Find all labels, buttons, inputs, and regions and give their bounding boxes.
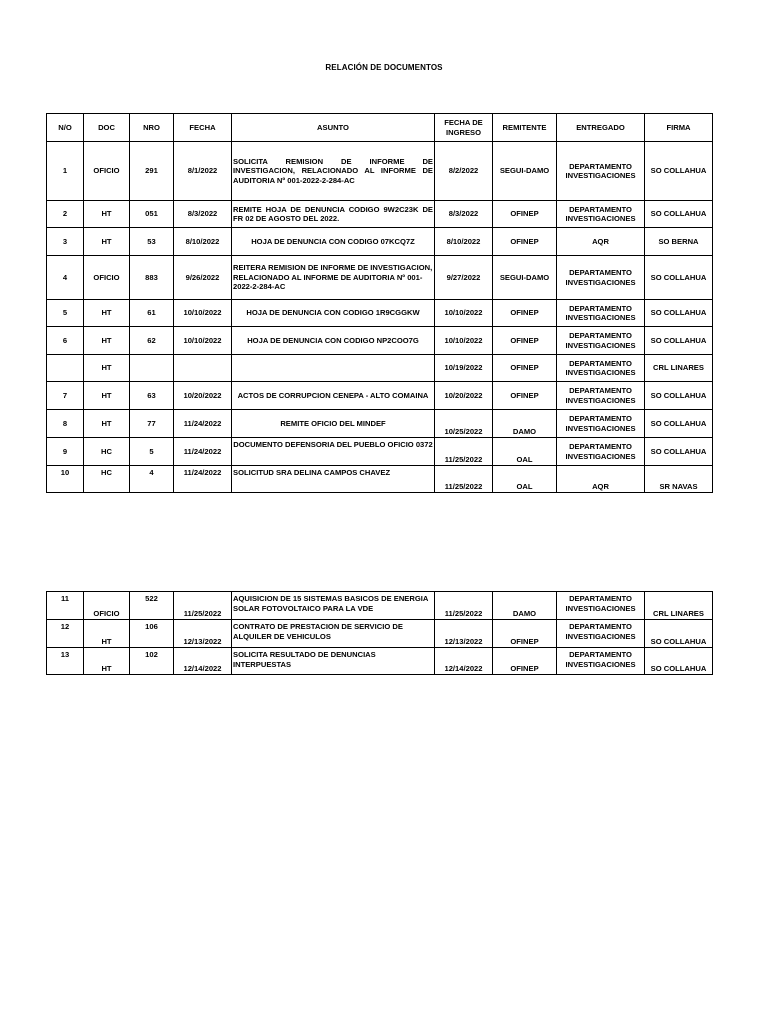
cell-fecha: 12/14/2022 — [174, 648, 232, 675]
cell-no: 5 — [47, 300, 84, 327]
table-row — [47, 410, 713, 438]
cell-asunto: HOJA DE DENUNCIA CON CODIGO 07KCQ7Z — [232, 228, 435, 256]
cell-doc: HC — [84, 466, 130, 493]
cell-nro: 61 — [130, 300, 174, 327]
cell-remitente: OFINEP — [493, 201, 557, 228]
cell-firma: SO COLLAHUA — [645, 382, 713, 410]
header-remitente: REMITENTE — [493, 114, 557, 142]
cell-firma: CRL LINARES — [645, 592, 713, 620]
cell-entregado: DEPARTAMENTO INVESTIGACIONES — [557, 355, 645, 382]
cell-fecha-ingreso: 11/25/2022 — [435, 438, 493, 466]
cell-fecha — [174, 355, 232, 382]
cell-no: 13 — [47, 648, 84, 675]
cell-fecha-ingreso: 8/10/2022 — [435, 228, 493, 256]
header-fecha-ingreso: FECHA DE INGRESO — [435, 114, 493, 142]
cell-fecha: 11/25/2022 — [174, 592, 232, 620]
cell-remitente: OAL — [493, 466, 557, 493]
cell-no: 6 — [47, 327, 84, 355]
cell-remitente: DAMO — [493, 410, 557, 438]
cell-asunto — [232, 355, 435, 382]
cell-firma: SO COLLAHUA — [645, 438, 713, 466]
cell-fecha: 8/10/2022 — [174, 228, 232, 256]
cell-remitente: OFINEP — [493, 228, 557, 256]
cell-entregado: DEPARTAMENTO INVESTIGACIONES — [557, 410, 645, 438]
cell-asunto: ACTOS DE CORRUPCION CENEPA - ALTO COMAINA — [232, 382, 435, 410]
table-row — [47, 466, 713, 493]
cell-firma: SO COLLAHUA — [645, 410, 713, 438]
cell-nro: 883 — [130, 256, 174, 300]
cell-no: 3 — [47, 228, 84, 256]
cell-fecha: 10/20/2022 — [174, 382, 232, 410]
cell-fecha-ingreso: 10/20/2022 — [435, 382, 493, 410]
table-row — [47, 201, 713, 228]
table-row — [47, 620, 713, 648]
cell-asunto: REMITE OFICIO DEL MINDEF — [232, 410, 435, 438]
header-no: N/O — [47, 114, 84, 142]
cell-firma: CRL LINARES — [645, 355, 713, 382]
cell-no: 1 — [47, 142, 84, 201]
cell-doc: HT — [84, 201, 130, 228]
cell-remitente: OFINEP — [493, 648, 557, 675]
cell-remitente: OFINEP — [493, 327, 557, 355]
header-asunto: ASUNTO — [232, 114, 435, 142]
cell-asunto: REMITE HOJA DE DENUNCIA CODIGO 9W2C23K DE FR 02 DE AGOSTO DEL 2022. — [232, 201, 435, 228]
cell-remitente: DAMO — [493, 592, 557, 620]
header-nro: NRO — [130, 114, 174, 142]
cell-nro — [130, 355, 174, 382]
cell-entregado: DEPARTAMENTO INVESTIGACIONES — [557, 256, 645, 300]
cell-firma: SO COLLAHUA — [645, 201, 713, 228]
cell-entregado: DEPARTAMENTO INVESTIGACIONES — [557, 300, 645, 327]
cell-nro: 051 — [130, 201, 174, 228]
cell-fecha-ingreso: 10/19/2022 — [435, 355, 493, 382]
cell-doc: HT — [84, 327, 130, 355]
header-row — [47, 114, 713, 142]
cell-asunto: SOLICITUD SRA DELINA CAMPOS CHAVEZ — [232, 466, 435, 493]
cell-fecha: 9/26/2022 — [174, 256, 232, 300]
cell-nro: 4 — [130, 466, 174, 493]
table-row — [47, 256, 713, 300]
cell-doc: HT — [84, 382, 130, 410]
cell-no: 2 — [47, 201, 84, 228]
table-row — [47, 355, 713, 382]
cell-entregado: DEPARTAMENTO INVESTIGACIONES — [557, 592, 645, 620]
cell-doc: HC — [84, 438, 130, 466]
header-entregado: ENTREGADO — [557, 114, 645, 142]
cell-firma: SO COLLAHUA — [645, 142, 713, 201]
cell-remitente: OFINEP — [493, 620, 557, 648]
cell-fecha-ingreso: 10/10/2022 — [435, 300, 493, 327]
cell-fecha: 11/24/2022 — [174, 466, 232, 493]
header-firma: FIRMA — [645, 114, 713, 142]
cell-doc: HT — [84, 410, 130, 438]
cell-entregado: DEPARTAMENTO INVESTIGACIONES — [557, 620, 645, 648]
cell-fecha: 10/10/2022 — [174, 300, 232, 327]
table-row — [47, 142, 713, 201]
cell-asunto: REITERA REMISION DE INFORME DE INVESTIGACION, RELACIONADO AL INFORME DE AUDITORIA Nº 001-2022-2-284-AC — [232, 256, 435, 300]
cell-doc: HT — [84, 620, 130, 648]
cell-no: 12 — [47, 620, 84, 648]
cell-fecha-ingreso: 10/25/2022 — [435, 410, 493, 438]
cell-no: 10 — [47, 466, 84, 493]
cell-remitente: SEGUI-DAMO — [493, 256, 557, 300]
cell-doc: OFICIO — [84, 592, 130, 620]
cell-fecha: 8/1/2022 — [174, 142, 232, 201]
cell-firma: SO COLLAHUA — [645, 620, 713, 648]
cell-entregado: DEPARTAMENTO INVESTIGACIONES — [557, 201, 645, 228]
cell-doc: OFICIO — [84, 142, 130, 201]
documents-table-continued — [46, 591, 713, 675]
cell-fecha: 8/3/2022 — [174, 201, 232, 228]
cell-fecha-ingreso: 10/10/2022 — [435, 327, 493, 355]
header-doc: DOC — [84, 114, 130, 142]
cell-no: 11 — [47, 592, 84, 620]
cell-asunto: HOJA DE DENUNCIA CON CODIGO 1R9CGGKW — [232, 300, 435, 327]
table-row — [47, 648, 713, 675]
cell-firma: SR NAVAS — [645, 466, 713, 493]
cell-doc: HT — [84, 648, 130, 675]
cell-doc: HT — [84, 228, 130, 256]
cell-nro: 77 — [130, 410, 174, 438]
cell-entregado: DEPARTAMENTO INVESTIGACIONES — [557, 438, 645, 466]
cell-firma: SO COLLAHUA — [645, 648, 713, 675]
cell-entregado: DEPARTAMENTO INVESTIGACIONES — [557, 382, 645, 410]
cell-fecha-ingreso: 12/14/2022 — [435, 648, 493, 675]
cell-fecha-ingreso: 8/2/2022 — [435, 142, 493, 201]
cell-nro: 102 — [130, 648, 174, 675]
cell-remitente: OFINEP — [493, 382, 557, 410]
cell-doc: HT — [84, 355, 130, 382]
cell-asunto: SOLICITA REMISION DE INFORME DE INVESTIGACION, RELACIONADO AL INFORME DE AUDITORIA Nº 001-2022-2-284-AC — [232, 142, 435, 201]
cell-asunto: SOLICITA RESULTADO DE DENUNCIAS INTERPUESTAS — [232, 648, 435, 675]
cell-entregado: DEPARTAMENTO INVESTIGACIONES — [557, 648, 645, 675]
cell-fecha-ingreso: 12/13/2022 — [435, 620, 493, 648]
cell-asunto: HOJA DE DENUNCIA CON CODIGO NP2COO7G — [232, 327, 435, 355]
cell-remitente: OFINEP — [493, 355, 557, 382]
cell-asunto: AQUISICION DE 15 SISTEMAS BASICOS DE ENERGIA SOLAR FOTOVOLTAICO PARA LA VDE — [232, 592, 435, 620]
cell-fecha: 11/24/2022 — [174, 410, 232, 438]
documents-table — [46, 113, 713, 493]
cell-nro: 5 — [130, 438, 174, 466]
cell-firma: SO COLLAHUA — [645, 256, 713, 300]
cell-asunto: CONTRATO DE PRESTACION DE SERVICIO DE ALQUILER DE VEHICULOS — [232, 620, 435, 648]
cell-nro: 63 — [130, 382, 174, 410]
cell-asunto: DOCUMENTO DEFENSORIA DEL PUEBLO OFICIO 0372 — [232, 438, 435, 466]
cell-nro: 62 — [130, 327, 174, 355]
cell-remitente: OFINEP — [493, 300, 557, 327]
cell-fecha-ingreso: 11/25/2022 — [435, 466, 493, 493]
cell-nro: 106 — [130, 620, 174, 648]
cell-fecha: 12/13/2022 — [174, 620, 232, 648]
table-row — [47, 382, 713, 410]
cell-nro: 522 — [130, 592, 174, 620]
cell-no: 4 — [47, 256, 84, 300]
cell-firma: SO BERNA — [645, 228, 713, 256]
cell-remitente: SEGUI-DAMO — [493, 142, 557, 201]
table-row — [47, 228, 713, 256]
document-title: RELACIÓN DE DOCUMENTOS — [325, 63, 443, 72]
cell-entregado: DEPARTAMENTO INVESTIGACIONES — [557, 142, 645, 201]
cell-fecha-ingreso: 9/27/2022 — [435, 256, 493, 300]
cell-nro: 291 — [130, 142, 174, 201]
table-row — [47, 327, 713, 355]
cell-no — [47, 355, 84, 382]
cell-doc: OFICIO — [84, 256, 130, 300]
cell-fecha-ingreso: 11/25/2022 — [435, 592, 493, 620]
header-fecha: FECHA — [174, 114, 232, 142]
cell-fecha-ingreso: 8/3/2022 — [435, 201, 493, 228]
cell-entregado: DEPARTAMENTO INVESTIGACIONES — [557, 327, 645, 355]
cell-no: 9 — [47, 438, 84, 466]
table-row — [47, 438, 713, 466]
cell-no: 7 — [47, 382, 84, 410]
cell-firma: SO COLLAHUA — [645, 300, 713, 327]
cell-fecha: 10/10/2022 — [174, 327, 232, 355]
cell-entregado: AQR — [557, 228, 645, 256]
cell-nro: 53 — [130, 228, 174, 256]
table-row — [47, 592, 713, 620]
cell-entregado: AQR — [557, 466, 645, 493]
cell-no: 8 — [47, 410, 84, 438]
table-row — [47, 300, 713, 327]
cell-firma: SO COLLAHUA — [645, 327, 713, 355]
cell-doc: HT — [84, 300, 130, 327]
cell-fecha: 11/24/2022 — [174, 438, 232, 466]
cell-remitente: OAL — [493, 438, 557, 466]
